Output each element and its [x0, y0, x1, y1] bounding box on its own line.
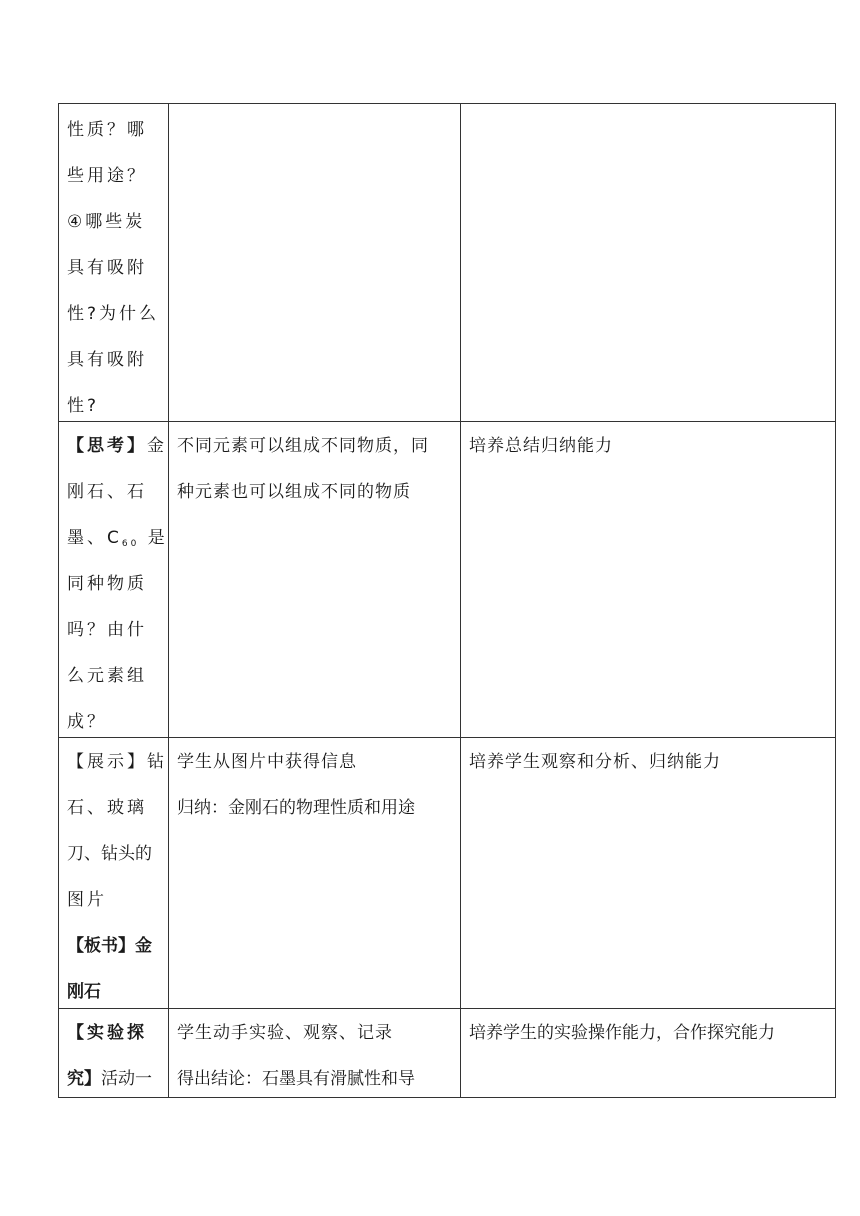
text-line: 培养学生的实验操作能力，合作探究能力: [469, 1023, 775, 1043]
lesson-table: [58, 103, 836, 1098]
text-line: 具有吸附: [67, 350, 147, 370]
row4-teacher-activity: [59, 1010, 168, 1102]
text-line: 成？: [67, 712, 107, 732]
text-line: 性质？哪: [67, 120, 147, 140]
row2-design-intent: [461, 423, 837, 469]
text-line: 图片: [67, 890, 107, 910]
row3-teacher-activity: [59, 739, 168, 1015]
text-line: 培养总结归纳能力: [469, 436, 613, 456]
text-line: 归纳：金刚石的物理性质和用途: [177, 798, 415, 818]
row2-student-activity: [169, 423, 460, 515]
row-divider: [59, 737, 835, 738]
text-line: 学生从图片中获得信息: [177, 752, 357, 772]
row3-design-intent: [461, 739, 837, 785]
text-line: 吗？由什: [67, 620, 147, 640]
text-line: 刚石: [67, 982, 101, 1002]
column-divider: [460, 104, 461, 1097]
column-divider: [168, 104, 169, 1097]
section-tag: 【实验探: [67, 1023, 147, 1043]
row4-design-intent: [461, 1010, 837, 1056]
row3-student-activity: [169, 739, 460, 831]
text-line: 些用途？: [67, 166, 147, 186]
row1-teacher-activity: [59, 107, 168, 429]
row-divider: [59, 421, 835, 422]
text-line: 墨、$C_{60}$ 是: [67, 528, 168, 549]
text-line: 刚石、石: [67, 482, 147, 502]
text-line: 具有吸附: [67, 258, 147, 278]
text-line: 性?为什么: [67, 304, 160, 324]
row2-teacher-activity: [59, 423, 168, 745]
subscript: 60: [121, 539, 140, 549]
text-line: 培养学生观察和分析、归纳能力: [469, 752, 721, 772]
text-line: 得出结论：石墨具有滑腻性和导: [177, 1069, 415, 1089]
section-tag: 【思考】: [67, 436, 147, 456]
text-line: 【展示】钻: [67, 752, 167, 772]
row4-student-activity: [169, 1010, 460, 1102]
section-tag: 【展示】: [67, 752, 147, 772]
text-line: 究】活动一: [67, 1069, 152, 1089]
text-line: 同种物质: [67, 574, 147, 594]
text-line: 【思考】金: [67, 436, 167, 456]
text-line: 么元素组: [67, 666, 147, 686]
row-divider: [59, 1008, 835, 1009]
text-line: 石、玻璃: [67, 798, 147, 818]
text-line: 种元素也可以组成不同的物质: [177, 482, 411, 502]
text-line: ④哪些炭: [67, 212, 146, 232]
text-line: 刀、钻头的: [67, 844, 152, 864]
text-line: 学生动手实验、观察、记录: [177, 1023, 393, 1043]
text-line: 不同元素可以组成不同物质，同: [177, 436, 429, 456]
section-tag: 【板书】金: [67, 936, 152, 956]
text-line: 性?: [67, 396, 100, 416]
